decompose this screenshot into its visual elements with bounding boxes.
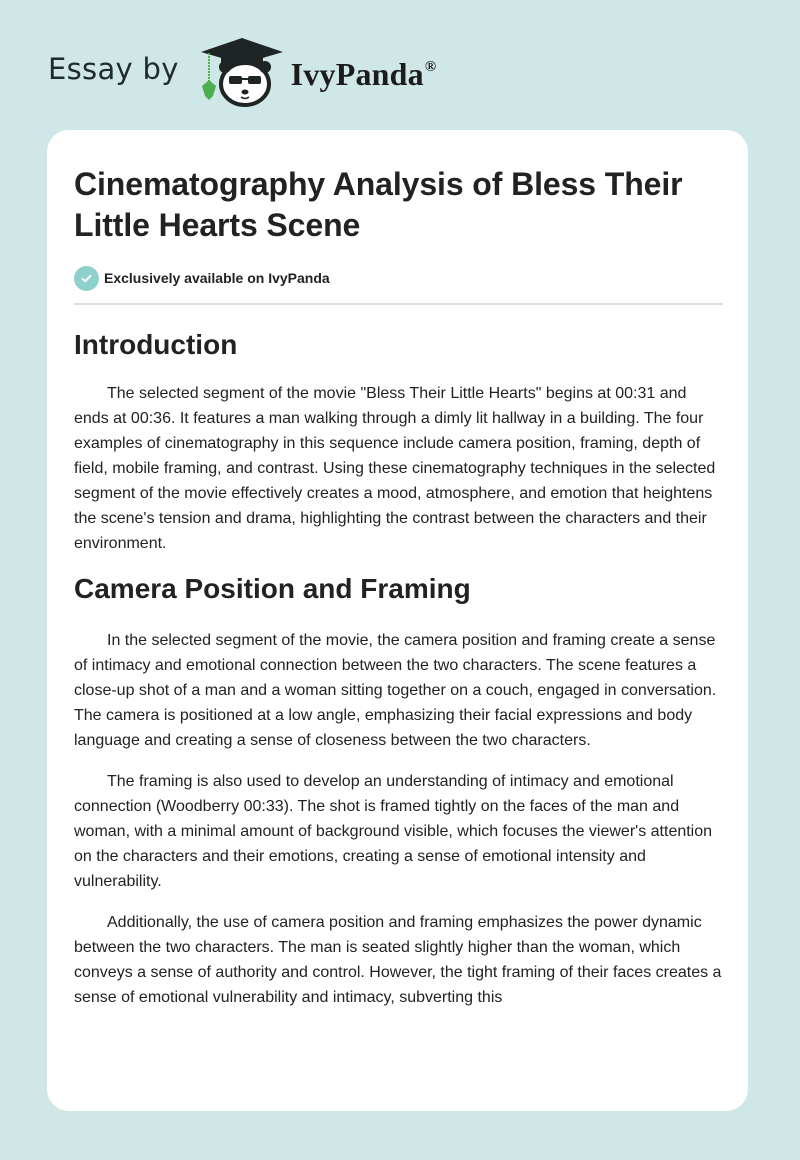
section-heading-camera-position: Camera Position and Framing — [74, 573, 471, 604]
essay-by-label: Essay by — [48, 52, 179, 86]
page-title: Cinematography Analysis of Bless Their Little Hearts Scene — [74, 166, 683, 243]
section-heading-introduction: Introduction — [74, 329, 238, 360]
paragraph: Additionally, the use of camera position and framing emphasizes the power dynamic between the two characters. The man is seated slightly higher than the woman, which conveys a sense of authority and control. However, the tight framing of their faces creates a sense of emotional vulnerability and intimacy, subverting this — [74, 914, 722, 1006]
paragraph: The selected segment of the movie "Bless Their Little Hearts" begins at 00:31 and ends at 00:36. It features a man walking through a dimly lit hallway in a building. The four examples of cinematography in this sequence include camera position, framing, depth of field, mobile framing, and contrast. Using these cinematography techniques in the selected segment of the movie effectively creates a mood, atmosphere, and emotion that heightens the scene's tension and drama, highlighting the contrast between the characters and their environment. — [74, 385, 716, 552]
brand-text: IvyPanda — [290, 55, 424, 92]
divider — [74, 303, 723, 305]
check-circle-icon — [74, 266, 99, 291]
paragraph: In the selected segment of the movie, the camera position and framing create a sense of intimacy and emotional connection between the two characters. The scene features a close-up shot of a man and a woman sitting together on a couch, engaged in conversation. The camera is positioned at a low angle, emphasizing their facial expressions and body language and creating a sense of closeness between the two characters. — [74, 632, 717, 749]
panda-graduation-cap-icon[interactable] — [199, 36, 285, 108]
site-header — [48, 34, 436, 110]
badge-text: Exclusively available on IvyPanda — [104, 270, 330, 286]
exclusive-badge — [74, 265, 722, 291]
essay-card — [47, 130, 748, 1111]
paragraph: The framing is also used to develop an understanding of intimacy and emotional connection (Woodberry 00:33). The shot is framed tightly on the faces of the man and woman, with a minimal amount of background visible, which focuses the viewer's attention on the characters and their emotions, creating a sense of emotional intensity and vulnerability. — [74, 773, 713, 890]
brand-name[interactable] — [291, 56, 437, 93]
registered-mark: ® — [424, 58, 437, 75]
